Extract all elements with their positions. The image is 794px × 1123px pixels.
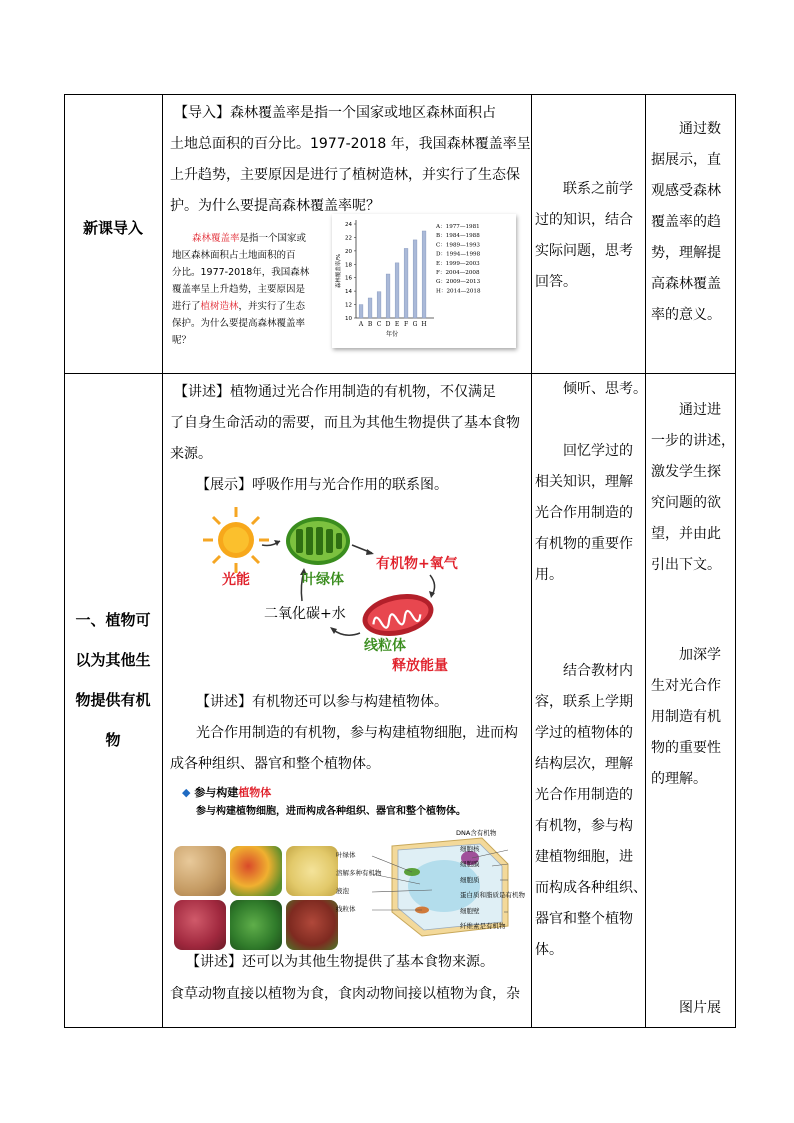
student-line: 建植物细胞，进 <box>535 849 633 865</box>
chart-bar <box>386 274 390 318</box>
chart-y-tick-label: 20 <box>345 248 352 255</box>
teacher-line: 【讲述】有机物还可以参与构建植物体。 <box>196 694 448 710</box>
student-line: 容，联系上学期 <box>535 694 633 710</box>
label-organic: 有机物+氧气 <box>376 556 458 572</box>
teacher-line: 来源。 <box>170 446 212 462</box>
purpose-line: 通过数 <box>679 121 721 137</box>
label-co2-water: 二氧化碳+水 <box>264 606 346 622</box>
purpose-line: 激发学生探 <box>651 464 721 480</box>
slide-text: 是指一个国家或 <box>239 233 307 244</box>
student-line: 回忆学过的 <box>563 443 633 459</box>
panel-title-text: 参与构建 <box>194 786 239 799</box>
chart-y-tick-label: 24 <box>345 222 352 228</box>
slide-line <box>172 298 305 315</box>
student-line: 光合作用制造的 <box>535 787 633 803</box>
purpose-line: 用制造有机 <box>651 709 721 725</box>
chart-x-tick-label: D <box>385 321 391 328</box>
chart-bar <box>395 263 399 318</box>
diagram-graphics <box>200 505 480 675</box>
chart-bar <box>413 240 417 318</box>
chart-x-tick-label: F <box>403 321 409 328</box>
chart-y-tick-label: 10 <box>345 316 352 322</box>
purpose-line: 加深学 <box>679 647 721 663</box>
chart-y-tick-label: 22 <box>345 235 352 242</box>
label-release-energy: 释放能量 <box>392 658 448 674</box>
chart-y-tick-label: 14 <box>345 289 352 296</box>
cell-labels-right <box>456 826 525 935</box>
slide-line: 保护。为什么要提高森林覆盖率 <box>172 318 306 329</box>
forest-coverage-chart <box>332 214 516 348</box>
student-line: 器官和整个植物 <box>535 911 633 927</box>
student-line: 体。 <box>535 942 563 958</box>
chart-y-tick-label: 16 <box>345 275 352 282</box>
teacher-line: 光合作用制造的有机物，参与构建植物细胞，进而构 <box>196 725 518 741</box>
student-line: 光合作用制造的 <box>535 505 633 521</box>
col-line-4 <box>735 94 736 1028</box>
cell-label: 细胞质 <box>460 875 480 884</box>
chart-legend-entry: G：2009—2013 <box>436 279 481 286</box>
chart-legend-entry: E：1999—2003 <box>436 260 480 267</box>
intro-line: 【导入】森林覆盖率是指一个国家或地区森林面积占 <box>174 105 496 121</box>
purpose-line: 据展示，直 <box>651 152 721 168</box>
chart-x-tick-label: E <box>394 321 400 328</box>
slide-line <box>192 230 306 247</box>
chart-legend-entry: D：1994—1998 <box>436 251 481 258</box>
sorghum-photo <box>286 900 338 950</box>
teacher-line: 食草动物直接以植物为食，食肉动物间接以植物为食，杂 <box>170 986 520 1002</box>
chart-x-label: 年份 <box>385 331 399 338</box>
purpose-line: 究问题的欲 <box>651 495 721 511</box>
cell-label: 溶解多种有机物 <box>336 869 382 877</box>
chart-y-tick-label: 18 <box>345 262 352 269</box>
section-title-line: 以为其他生 <box>75 651 151 669</box>
student-line: 而构成各种组织、 <box>535 880 647 896</box>
slide-line: 覆盖率呈上升趋势，主要原因是 <box>172 284 306 295</box>
greens-photo <box>230 900 282 950</box>
student-line: 相关知识，理解 <box>535 474 633 490</box>
purpose-line: 一步的讲述， <box>651 433 735 449</box>
chart-legend-entry: A：1977—1981 <box>436 224 480 230</box>
cell-label: 细胞核 <box>460 844 480 853</box>
section-title-line: 一、植物可 <box>75 611 151 629</box>
slide-keyword: 植树造林 <box>200 301 239 312</box>
label-chloroplast: 叶绿体 <box>302 572 344 588</box>
teacher-line: 【展示】呼吸作用与光合作用的联系图。 <box>196 477 448 493</box>
purpose-line: 高森林覆盖 <box>651 276 721 292</box>
chart-x-tick-label: A <box>358 321 364 328</box>
chart-y-tick-label: 12 <box>345 302 352 309</box>
purpose-line: 物的重要性 <box>651 740 721 756</box>
purpose-line: 的理解。 <box>651 771 707 787</box>
purpose-line: 引出下文。 <box>651 557 721 573</box>
cell-label: 叶绿体 <box>336 851 356 859</box>
student-line: 过的知识，结合 <box>535 212 633 228</box>
cell-label: 细胞膜 <box>460 860 480 868</box>
chart-x-tick-label: G <box>412 321 418 328</box>
slide-line: 地区森林面积占土地面积的百 <box>172 250 296 261</box>
slide-text: ，并实行了生态 <box>238 301 306 312</box>
student-line: 用。 <box>535 567 563 583</box>
cell-label: 纤维素是有机物 <box>460 922 506 930</box>
teacher-line: 【讲述】植物通过光合作用制造的有机物，不仅满足 <box>174 384 496 400</box>
chart-bar <box>404 248 408 318</box>
intro-line: 上升趋势，主要原因是进行了植树造林，并实行了生态保 <box>170 167 520 183</box>
purpose-line: 势，理解提 <box>651 245 721 261</box>
mitochondria-icon <box>359 588 438 642</box>
panel-title <box>182 784 271 800</box>
chart-legend-entry: B：1984—1988 <box>436 233 480 240</box>
chart-bar <box>422 231 426 318</box>
student-line: 学过的植物体的 <box>535 725 633 741</box>
purpose-line: 率的意义。 <box>651 307 721 323</box>
diamond-icon: ◆ <box>182 786 191 799</box>
panel-subtitle: 参与构建植物细胞，进而构成各种组织、器官和整个植物体。 <box>196 806 466 817</box>
student-line: 有机物的重要作 <box>535 536 633 552</box>
intro-line: 护。为什么要提高森林覆盖率呢？ <box>170 198 380 214</box>
table-border-bottom <box>64 1027 736 1028</box>
slide-text: 进行了 <box>172 301 201 312</box>
col-line-1 <box>162 94 163 1028</box>
student-line: 联系之前学 <box>563 181 633 197</box>
chloroplast-icon <box>286 517 350 565</box>
cell-label: DNA含有机物 <box>456 829 497 837</box>
purpose-line: 通过进 <box>679 402 721 418</box>
student-line: 结合教材内 <box>563 663 633 679</box>
student-line: 有机物，参与构 <box>535 818 633 834</box>
purpose-line: 生对光合作 <box>651 678 721 694</box>
purpose-line: 覆盖率的趋 <box>651 214 721 230</box>
chart-bar <box>368 298 372 318</box>
forest-slide <box>172 222 520 364</box>
chart-x-tick-label: H <box>421 321 427 328</box>
section-title-intro: 新课导入 <box>82 219 143 237</box>
plant-body-panel <box>172 782 524 942</box>
label-mitochondria: 线粒体 <box>364 638 406 654</box>
slide-line: 分比。1977-2018年，我国森林 <box>172 267 310 278</box>
cell-label: 细胞壁 <box>460 906 480 915</box>
photosynthesis-respiration-diagram <box>200 505 480 675</box>
sun-icon <box>203 507 269 573</box>
student-line: 实际问题，思考 <box>535 243 633 259</box>
col-line-2 <box>531 94 532 1028</box>
section-title-line: 物 <box>105 731 121 749</box>
panel-title-keyword: 植物体 <box>238 786 272 799</box>
chart-x-tick-label: B <box>367 321 373 328</box>
student-line: 结构层次，理解 <box>535 756 633 772</box>
teacher-line: 了自身生命活动的需要，而且为其他生物提供了基本食物 <box>170 415 520 431</box>
student-line: 倾听、思考。 <box>563 381 647 397</box>
sweet-potato-photo <box>174 900 226 950</box>
vegetables-photo <box>230 846 282 896</box>
soybean-photo <box>286 846 338 896</box>
peanut-photo <box>174 846 226 896</box>
intro-line: 土地总面积的百分比。1977-2018 年，我国森林覆盖率呈 <box>170 136 531 152</box>
chart-y-label: 森林覆盖率/% <box>336 253 342 289</box>
chart-bar <box>359 305 363 318</box>
chart-box <box>332 214 516 348</box>
label-light-energy: 光能 <box>222 572 250 588</box>
cell-label: 蛋白质和脂质是有机物 <box>460 891 525 899</box>
purpose-line: 望，并由此 <box>651 526 721 542</box>
chart-legend-entry: F：2004—2008 <box>436 270 480 276</box>
chart-legend-entry: C：1989—1993 <box>436 242 480 249</box>
table-border-top <box>64 94 736 95</box>
chart-legend-entry: H：2014—2018 <box>436 288 481 295</box>
purpose-line: 图片展 <box>679 1000 721 1016</box>
cell-label: 液泡 <box>336 887 349 895</box>
cell-label: 线粒体 <box>336 905 356 913</box>
teacher-line: 成各种组织、器官和整个植物体。 <box>170 756 380 772</box>
chart-x-tick-label: C <box>376 321 382 328</box>
slide-keyword: 森林覆盖率 <box>192 233 240 244</box>
cell-labels-left <box>336 846 382 918</box>
section-title-line: 物提供有机 <box>75 691 151 709</box>
student-line: 回答。 <box>535 274 577 290</box>
purpose-line: 观感受森林 <box>651 183 721 199</box>
chart-bar <box>377 292 381 318</box>
teacher-line: 【讲述】还可以为其他生物提供了基本食物来源。 <box>186 954 494 970</box>
slide-line: 呢？ <box>172 335 192 346</box>
